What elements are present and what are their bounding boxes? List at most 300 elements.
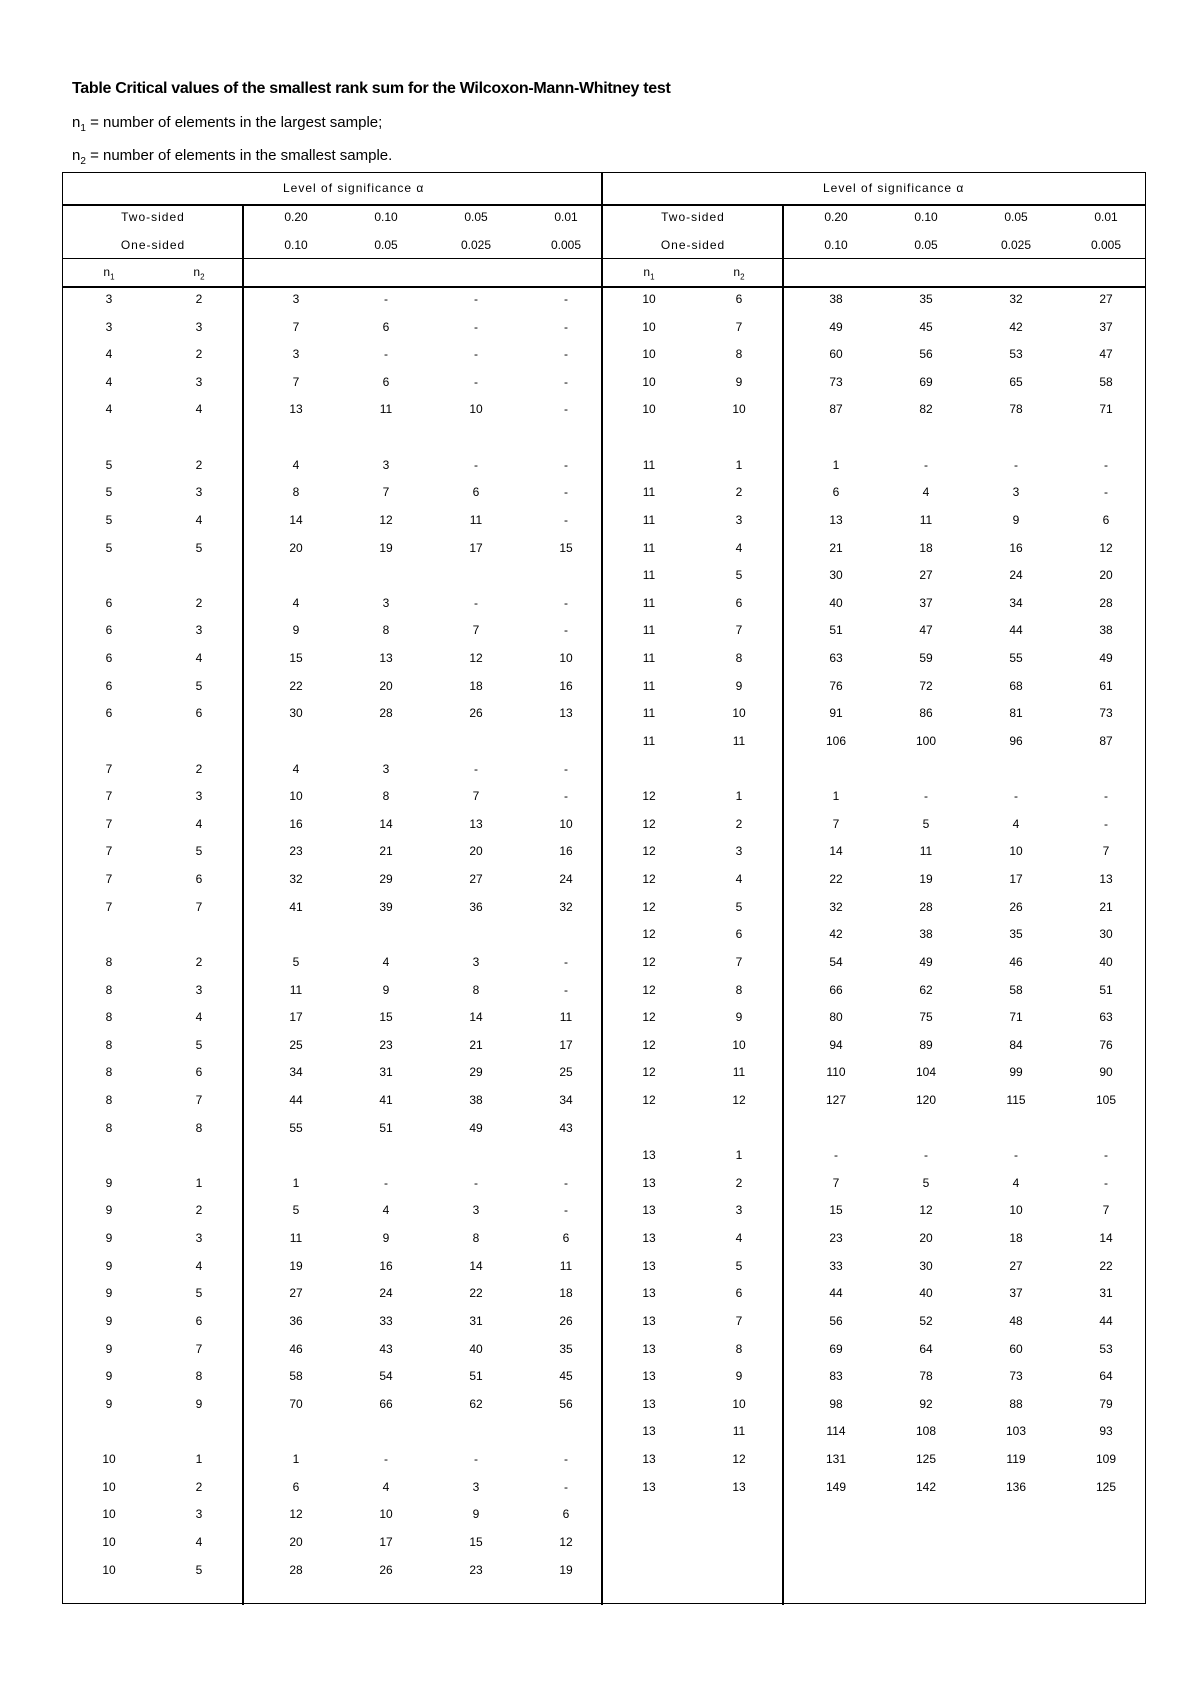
table-cell: 6 (562, 1231, 570, 1246)
table-cell: 14 (1099, 1231, 1113, 1246)
table-cell: 43 (379, 1341, 393, 1356)
table-cell: 78 (1009, 402, 1023, 417)
table-cell: 5 (292, 1203, 300, 1218)
table-cell: 9 (735, 374, 743, 389)
table-cell: 61 (1099, 678, 1113, 693)
table-cell: 28 (919, 899, 933, 914)
table-cell: 127 (825, 1092, 847, 1107)
table-cell: 83 (829, 1369, 843, 1384)
table-cell: 7 (105, 899, 113, 914)
table-cell: 7 (195, 1092, 203, 1107)
table-cell: 9 (105, 1175, 113, 1190)
table-cell: 11 (642, 733, 656, 748)
table-cell: 27 (1009, 1258, 1023, 1273)
table-cell: 2 (195, 954, 203, 969)
table-cell: 2 (735, 816, 743, 831)
table-cell: 10 (102, 1534, 116, 1549)
table-cell: 8 (105, 954, 113, 969)
left-level-header: Level of significance α (283, 181, 425, 195)
table-cell: 45 (559, 1369, 573, 1384)
table-cell: 37 (1009, 1286, 1023, 1301)
table-cell: 6 (105, 623, 113, 638)
table-cell: 47 (1099, 347, 1113, 362)
table-cell: 71 (1009, 1010, 1023, 1025)
table-cell: 4 (735, 540, 743, 555)
table-cell: 1 (292, 1452, 300, 1467)
table-cell: 115 (1006, 1092, 1026, 1107)
header-rule-bottom (63, 286, 1145, 288)
left-n2-header-symbol: n (193, 265, 201, 279)
table-cell: 9 (105, 1203, 113, 1218)
table-cell: 110 (826, 1065, 846, 1080)
table-cell: 17 (559, 1037, 573, 1052)
table-cell: 3 (195, 623, 203, 638)
table-cell: 8 (735, 982, 743, 997)
table-cell: 35 (919, 292, 933, 306)
table-cell: 10 (1009, 1203, 1023, 1218)
table-cell: 3 (195, 1507, 203, 1522)
table-cell: 2 (195, 457, 203, 472)
table-cell: 9 (105, 1313, 113, 1328)
table-cell: 8 (472, 1231, 480, 1246)
table-cell: 58 (1009, 982, 1023, 997)
table-cell: 1 (832, 789, 840, 804)
table-cell: 2 (735, 1175, 743, 1190)
table-cell: 9 (292, 623, 300, 638)
table-cell: 52 (919, 1313, 933, 1328)
table-cell: 26 (1009, 899, 1023, 914)
table-cell: 80 (829, 1010, 843, 1025)
table-cell: 14 (829, 844, 843, 859)
table-cell: 131 (825, 1452, 847, 1467)
table-cell: 4 (735, 1231, 743, 1246)
table-cell: 10 (559, 816, 573, 831)
table-cell: 56 (559, 1396, 573, 1411)
table-cell: 10 (642, 402, 656, 417)
table-cell: - (564, 319, 568, 334)
table-cell: 4 (195, 1010, 203, 1025)
table-cell: 6 (105, 706, 113, 721)
table-cell: 5 (195, 1562, 203, 1577)
table-cell: 38 (469, 1092, 483, 1107)
critical-values-table (62, 172, 1146, 1604)
table-cell: 3 (472, 1479, 480, 1494)
table-cell: 13 (642, 1231, 656, 1246)
left-n2-header (149, 265, 249, 281)
table-cell: 136 (1005, 1479, 1027, 1494)
table-cell: 11 (919, 844, 933, 859)
table-cell: 6 (195, 872, 203, 887)
table-cell: 3 (472, 1203, 480, 1218)
table-cell: - (1104, 457, 1108, 472)
left-n1-header (59, 265, 159, 281)
table-cell: - (564, 1203, 568, 1218)
table-cell: 9 (735, 678, 743, 693)
table-cell: 12 (919, 1203, 933, 1218)
table-cell: 10 (559, 651, 573, 666)
table-cell: 3 (195, 1231, 203, 1246)
table-cell: 70 (289, 1396, 303, 1411)
table-cell: - (1014, 1148, 1018, 1163)
table-cell: - (564, 292, 568, 306)
table-cell: 11 (642, 457, 656, 472)
table-cell: 149 (825, 1479, 847, 1494)
table-cell: 2 (195, 761, 203, 776)
table-cell: - (564, 595, 568, 610)
table-cell: 119 (1006, 1452, 1026, 1467)
table-cell: 20 (379, 678, 393, 693)
note-n1-symbol: n (72, 114, 81, 131)
table-cell: 4 (195, 402, 203, 417)
table-cell: 64 (919, 1341, 933, 1356)
table-cell: 5 (195, 1037, 203, 1052)
table-cell: 76 (829, 678, 843, 693)
table-cell: 44 (1099, 1313, 1113, 1328)
table-cell: 7 (292, 319, 300, 334)
right-one-sided-alpha: 0.05 (914, 238, 938, 252)
table-cell: 9 (382, 1231, 390, 1246)
table-cell: 40 (829, 595, 843, 610)
table-cell: 2 (195, 347, 203, 362)
table-cell: 2 (195, 292, 203, 306)
left-two-sided-label: Two-sided (121, 210, 185, 224)
table-cell: 96 (1009, 733, 1023, 748)
table-cell: 24 (379, 1286, 393, 1301)
table-cell: 89 (919, 1037, 933, 1052)
table-cell: 36 (289, 1313, 303, 1328)
table-cell: 6 (195, 1065, 203, 1080)
table-cell: - (1104, 1148, 1108, 1163)
table-cell: 12 (379, 512, 393, 527)
left-one-sided-alpha: 0.025 (460, 238, 492, 252)
table-cell: 58 (1099, 374, 1113, 389)
table-cell: 114 (826, 1424, 846, 1439)
table-cell: 10 (732, 706, 746, 721)
table-cell: 81 (1009, 706, 1023, 721)
table-cell: - (384, 347, 388, 362)
table-cell: 4 (195, 512, 203, 527)
table-cell: 10 (642, 374, 656, 389)
table-cell: 27 (469, 872, 483, 887)
table-cell: - (564, 623, 568, 638)
table-cell: 22 (1099, 1258, 1113, 1273)
table-cell: 7 (105, 789, 113, 804)
table-cell: - (564, 402, 568, 417)
table-cell: 20 (919, 1231, 933, 1246)
table-cell: 8 (105, 1120, 113, 1135)
table-cell: 11 (732, 1065, 746, 1080)
table-cell: 6 (382, 319, 390, 334)
table-cell: 6 (735, 595, 743, 610)
table-cell: - (564, 789, 568, 804)
table-cell: 13 (642, 1396, 656, 1411)
table-cell: 84 (1009, 1037, 1023, 1052)
table-cell: 94 (829, 1037, 843, 1052)
table-cell: 13 (642, 1369, 656, 1384)
table-cell: 12 (642, 1065, 656, 1080)
note-n2-text: = number of elements in the smallest sample. (85, 147, 393, 164)
table-cell: 8 (735, 651, 743, 666)
table-cell: 11 (289, 982, 303, 997)
left-one-sided-alpha: 0.05 (374, 238, 398, 252)
table-cell: 29 (379, 872, 393, 887)
table-cell: 99 (1009, 1065, 1023, 1080)
table-cell: 64 (1099, 1369, 1113, 1384)
table-cell: - (1104, 485, 1108, 500)
note-n2-symbol: n (72, 147, 81, 164)
table-cell: 76 (1099, 1037, 1113, 1052)
table-cell: 73 (1009, 1369, 1023, 1384)
right-n2-header-symbol: n (733, 265, 741, 279)
table-cell: 44 (1009, 623, 1023, 638)
table-cell: 11 (642, 623, 656, 638)
table-cell: 42 (829, 927, 843, 942)
table-cell: 27 (289, 1286, 303, 1301)
table-cell: 23 (379, 1037, 393, 1052)
table-cell: 48 (1009, 1313, 1023, 1328)
table-cell: 13 (469, 816, 483, 831)
table-cell: 13 (379, 651, 393, 666)
table-cell: 19 (919, 872, 933, 887)
table-cell: 44 (289, 1092, 303, 1107)
table-cell: 62 (919, 982, 933, 997)
table-cell: 29 (469, 1065, 483, 1080)
note-n1-subscript: 1 (80, 123, 86, 134)
table-cell: - (564, 982, 568, 997)
table-cell: 7 (735, 954, 743, 969)
table-cell: 23 (829, 1231, 843, 1246)
table-cell: 10 (102, 1562, 116, 1577)
table-cell: 7 (105, 872, 113, 887)
table-cell: 33 (829, 1258, 843, 1273)
table-cell: 8 (105, 982, 113, 997)
table-cell: 3 (382, 761, 390, 776)
table-cell: 6 (105, 651, 113, 666)
table-cell: 21 (829, 540, 843, 555)
table-cell: 8 (382, 789, 390, 804)
table-cell: 12 (642, 816, 656, 831)
note-n2 (72, 147, 392, 167)
table-cell: 28 (1099, 595, 1113, 610)
table-cell: 34 (1009, 595, 1023, 610)
table-cell: 4 (195, 1534, 203, 1549)
table-cell: - (474, 1452, 478, 1467)
table-cell: 6 (735, 1286, 743, 1301)
table-cell: 3 (292, 347, 300, 362)
right-two-sided-alpha: 0.10 (914, 210, 938, 224)
table-cell: 32 (829, 899, 843, 914)
table-cell: 13 (642, 1341, 656, 1356)
table-cell: 9 (105, 1231, 113, 1246)
table-cell: 12 (732, 1092, 746, 1107)
table-cell: 6 (105, 678, 113, 693)
table-cell: 26 (379, 1562, 393, 1577)
table-cell: 11 (919, 512, 933, 527)
note-n1-text: = number of elements in the largest sample; (85, 114, 383, 131)
table-cell: 91 (829, 706, 843, 721)
table-cell: 35 (559, 1341, 573, 1356)
table-cell: 51 (1099, 982, 1113, 997)
table-cell: 72 (919, 678, 933, 693)
table-cell: - (1104, 816, 1108, 831)
table-cell: 10 (1009, 844, 1023, 859)
table-cell: - (924, 1148, 928, 1163)
table-cell: - (384, 292, 388, 306)
table-cell: 40 (919, 1286, 933, 1301)
header-rule-top (63, 204, 1145, 206)
table-cell: 49 (1099, 651, 1113, 666)
table-cell: 12 (1099, 540, 1113, 555)
table-cell: 6 (382, 374, 390, 389)
table-cell: 10 (102, 1479, 116, 1494)
table-cell: 82 (919, 402, 933, 417)
table-cell: 49 (469, 1120, 483, 1135)
table-cell: 21 (379, 844, 393, 859)
table-cell: 19 (559, 1562, 573, 1577)
table-cell: 11 (559, 1010, 573, 1025)
table-cell: 13 (642, 1148, 656, 1163)
table-cell: 28 (289, 1562, 303, 1577)
table-cell: 11 (469, 512, 483, 527)
right-level-header: Level of significance α (823, 181, 965, 195)
table-cell: 7 (832, 816, 840, 831)
table-cell: 10 (732, 1396, 746, 1411)
table-cell: 71 (1099, 402, 1113, 417)
left-two-sided-alpha: 0.01 (554, 210, 578, 224)
table-cell: - (474, 319, 478, 334)
table-cell: 6 (832, 485, 840, 500)
table-cell: 5 (735, 899, 743, 914)
table-cell: - (474, 1175, 478, 1190)
table-cell: 41 (289, 899, 303, 914)
table-cell: 6 (735, 927, 743, 942)
table-cell: 10 (289, 789, 303, 804)
table-cell: 13 (559, 706, 573, 721)
table-cell: 26 (469, 706, 483, 721)
table-cell: 10 (102, 1507, 116, 1522)
table-cell: 65 (1009, 374, 1023, 389)
table-cell: 4 (382, 1479, 390, 1494)
table-cell: 59 (919, 651, 933, 666)
table-cell: 2 (195, 595, 203, 610)
table-cell: 13 (642, 1452, 656, 1467)
table-cell: 42 (1009, 319, 1023, 334)
table-cell: - (564, 954, 568, 969)
table-title: Table Critical values of the smallest rank sum for the Wilcoxon-Mann-Whitney test (72, 80, 671, 97)
table-cell: 3 (105, 292, 113, 306)
left-one-sided-alpha: 0.005 (550, 238, 582, 252)
table-cell: 21 (1099, 899, 1113, 914)
table-cell: 7 (735, 1313, 743, 1328)
table-cell: 38 (829, 292, 843, 306)
table-cell: 11 (732, 1424, 746, 1439)
table-cell: 73 (829, 374, 843, 389)
table-cell: 2 (735, 485, 743, 500)
table-cell: 8 (105, 1037, 113, 1052)
table-cell: 2 (195, 1479, 203, 1494)
table-cell: 3 (735, 1203, 743, 1218)
table-cell: 11 (732, 733, 746, 748)
table-cell: 11 (379, 402, 393, 417)
table-cell: 12 (642, 954, 656, 969)
table-cell: 2 (195, 1203, 203, 1218)
table-cell: - (474, 761, 478, 776)
table-cell: 10 (642, 319, 656, 334)
table-cell: 3 (382, 595, 390, 610)
table-cell: - (474, 595, 478, 610)
table-cell: 13 (642, 1286, 656, 1301)
table-cell: - (1014, 457, 1018, 472)
right-two-sided-label: Two-sided (661, 210, 725, 224)
table-cell: 4 (105, 347, 113, 362)
table-cell: 13 (642, 1313, 656, 1328)
table-cell: - (834, 1148, 838, 1163)
table-cell: 26 (559, 1313, 573, 1328)
table-cell: 5 (195, 844, 203, 859)
table-cell: 12 (642, 1037, 656, 1052)
table-cell: 16 (559, 844, 573, 859)
table-cell: 7 (105, 761, 113, 776)
table-cell: 13 (829, 512, 843, 527)
table-cell: 46 (289, 1341, 303, 1356)
table-cell: 8 (105, 1010, 113, 1025)
table-cell: 75 (919, 1010, 933, 1025)
table-cell: 11 (642, 706, 656, 721)
table-cell: 3 (472, 954, 480, 969)
table-cell: 62 (469, 1396, 483, 1411)
table-cell: 73 (1099, 706, 1113, 721)
table-cell: 24 (559, 872, 573, 887)
table-cell: 125 (915, 1452, 937, 1467)
table-cell: 12 (642, 844, 656, 859)
table-cell: 10 (732, 402, 746, 417)
table-cell: 9 (1012, 512, 1020, 527)
table-cell: 78 (919, 1369, 933, 1384)
table-cell: 5 (195, 540, 203, 555)
table-cell: 11 (642, 568, 656, 583)
table-cell: 8 (735, 1341, 743, 1356)
table-cell: 6 (472, 485, 480, 500)
table-cell: 18 (559, 1286, 573, 1301)
table-cell: 32 (1009, 292, 1023, 306)
table-cell: 69 (919, 374, 933, 389)
table-cell: - (924, 457, 928, 472)
table-cell: 3 (292, 292, 300, 306)
table-cell: - (1104, 789, 1108, 804)
left-n1-header-subscript: 1 (110, 272, 115, 282)
left-two-sided-alpha: 0.05 (464, 210, 488, 224)
right-n2-header-subscript: 2 (740, 272, 745, 282)
table-cell: 3 (735, 844, 743, 859)
table-cell: 31 (1099, 1286, 1113, 1301)
table-cell: 16 (379, 1258, 393, 1273)
table-cell: 7 (1102, 844, 1110, 859)
table-cell: 39 (379, 899, 393, 914)
table-cell: 3 (382, 457, 390, 472)
table-cell: 92 (919, 1396, 933, 1411)
table-cell: 11 (642, 595, 656, 610)
table-cell: 55 (289, 1120, 303, 1135)
table-cell: 103 (1005, 1424, 1027, 1439)
table-cell: 17 (469, 540, 483, 555)
table-cell: 7 (195, 1341, 203, 1356)
table-cell: 14 (379, 816, 393, 831)
table-cell: 53 (1099, 1341, 1113, 1356)
table-cell: 32 (559, 899, 573, 914)
table-cell: 12 (642, 872, 656, 887)
table-cell: 6 (195, 706, 203, 721)
table-cell: 63 (1099, 1010, 1113, 1025)
